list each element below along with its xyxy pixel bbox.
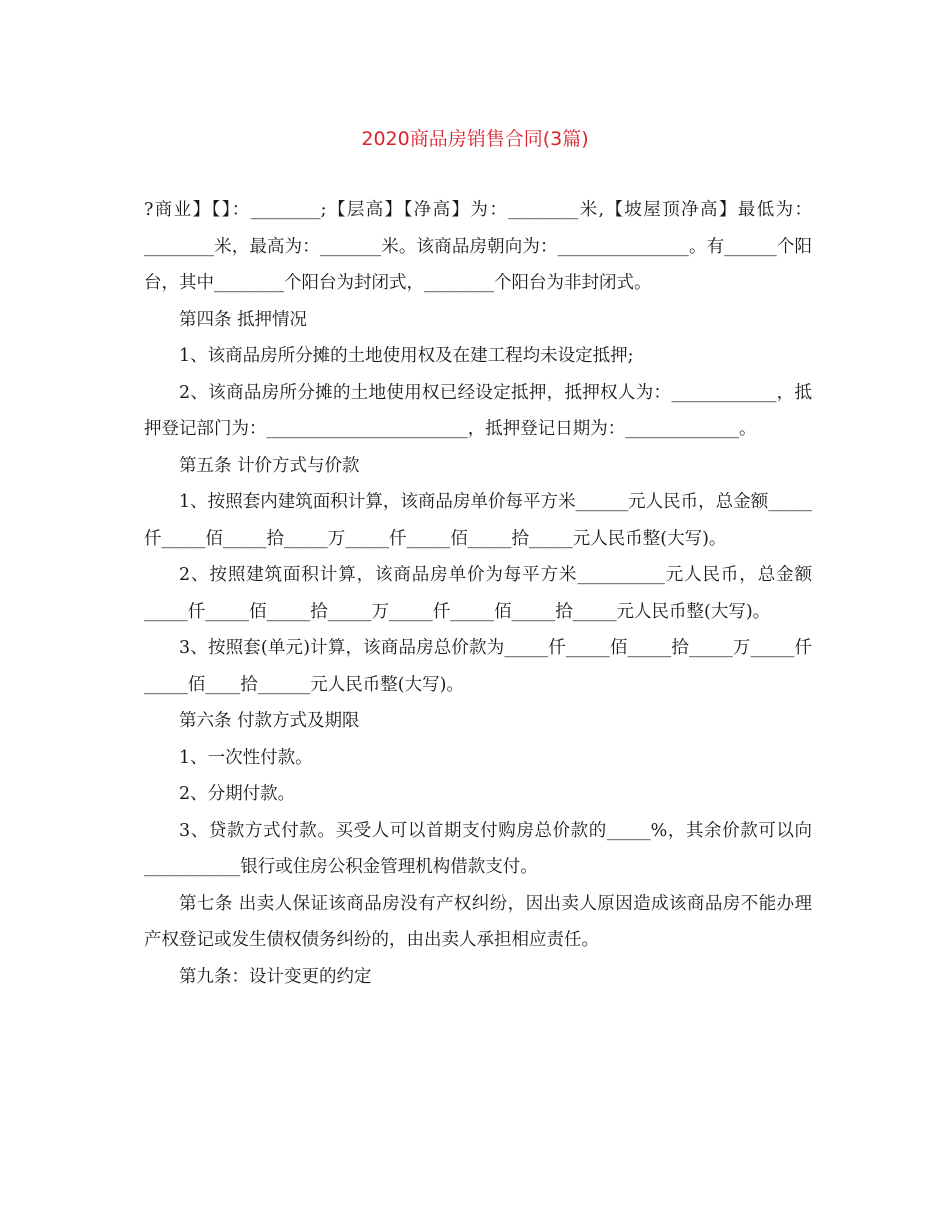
document-body [144, 192, 812, 995]
article-5-item-3: 3、按照套(单元)计算，该商品房总价款为_____仟_____佰_____拾_____万_____仟_____佰____拾______元人民币整(大写)。 [144, 638, 812, 695]
article-7: 第七条 出卖人保证该商品房没有产权纠纷，因出卖人原因造成该商品房不能办理产权登记或发生债权债务纠纷的，由出卖人承担相应责任。 [144, 893, 812, 950]
paragraph-unit-specs: ?商业】【】：________;【层高】【净高】为：________米,【坡屋顶净高】最低为：________米，最高为：_______米。该商品房朝向为：_______________。有______个阳台，其中________个阳台为封闭式，________个阳台为非封闭式。 [144, 200, 812, 293]
article-5-item-2: 2、按照建筑面积计算，该商品房单价为每平方米__________元人民币，总金额_____仟_____佰_____拾_____万_____仟_____佰_____拾_____元人民币整(大写)。 [144, 565, 812, 622]
article-6-item-1: 1、一次性付款。 [179, 747, 313, 768]
article-4-item-1: 1、该商品房所分摊的土地使用权及在建工程均未设定抵押; [179, 346, 634, 366]
article-5-item-1: 1、按照套内建筑面积计算，该商品房单价每平方米______元人民币，总金额_____仟_____佰_____拾_____万_____仟_____佰_____拾_____元人民币整(大写)。 [144, 492, 812, 549]
article-4-item-2: 2、该商品房所分摊的土地使用权已经设定抵押，抵押权人为：____________，抵押登记部门为：_______________________，抵押登记日期为：_____________。 [144, 382, 812, 439]
article-9-heading: 第九条：设计变更的约定 [179, 966, 372, 987]
article-4-heading: 第四条 抵押情况 [179, 309, 308, 330]
article-6-item-2: 2、分期付款。 [179, 784, 296, 804]
article-6-heading: 第六条 付款方式及期限 [179, 711, 360, 731]
document-title: 2020商品房销售合同(3篇) [361, 128, 589, 150]
article-5-heading: 第五条 计价方式与价款 [179, 455, 360, 476]
article-6-item-3: 3、贷款方式付款。买受人可以首期支付购房总价款的_____%，其余价款可以向___________银行或住房公积金管理机构借款支付。 [144, 820, 812, 877]
